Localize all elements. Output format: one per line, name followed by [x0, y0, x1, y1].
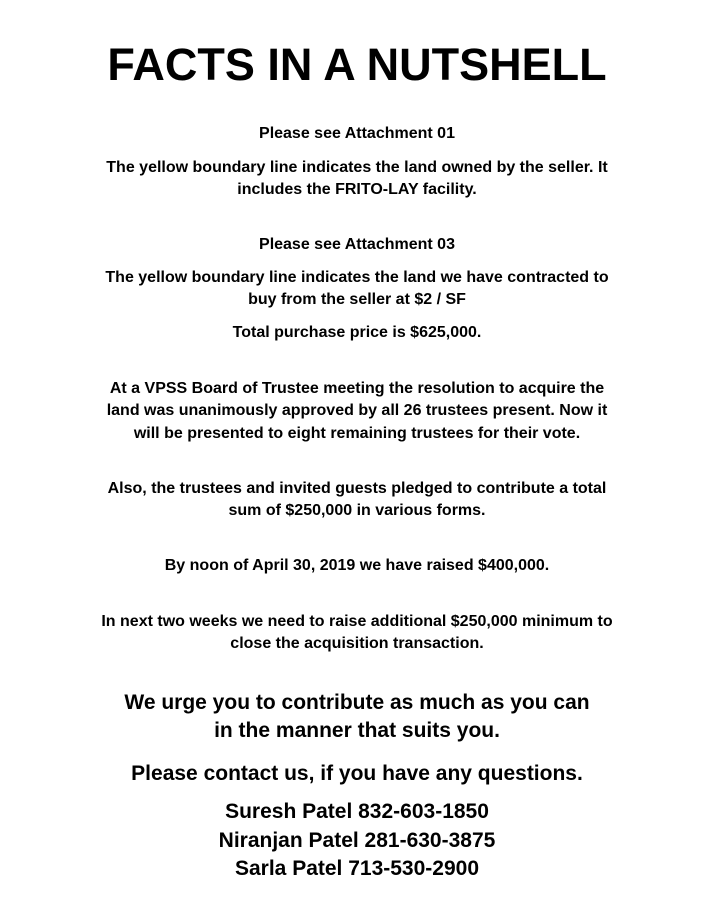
- attachment-03-description-line-1: The yellow boundary line indicates the land we have contracted to: [105, 269, 609, 286]
- appeal-line-2: in the manner that suits you.: [214, 719, 500, 742]
- pledge-line-2: sum of $250,000 in various forms.: [228, 502, 486, 519]
- attachment-01-reference: Please see Attachment 01: [259, 125, 455, 142]
- attachment-03-reference: Please see Attachment 03: [259, 236, 455, 253]
- appeal-line-1: We urge you to contribute as much as you can: [124, 691, 590, 714]
- contact-person-niranjan: Niranjan Patel 281-630-3875: [218, 829, 496, 852]
- total-purchase-price: Total purchase price is $625,000.: [232, 324, 482, 341]
- amount-raised: By noon of April 30, 2019 we have raised $400,000.: [164, 557, 550, 574]
- contact-us-line: Please contact us, if you have any questions.: [131, 762, 583, 785]
- fundraising-need-line-1: In next two weeks we need to raise additional $250,000 minimum to: [101, 613, 613, 630]
- pledge-line-1: Also, the trustees and invited guests pledged to contribute a total: [107, 480, 607, 497]
- attachment-01-description-line-1: The yellow boundary line indicates the land owned by the seller. It: [106, 159, 608, 176]
- contact-person-sarla: Sarla Patel 713-530-2900: [234, 857, 479, 880]
- page-title: FACTS IN A NUTSHELL: [107, 39, 607, 90]
- board-meeting-line-3: will be presented to eight remaining trustees for their vote.: [133, 425, 581, 442]
- attachment-03-description-line-2: buy from the seller at $2 / SF: [248, 291, 466, 308]
- board-meeting-line-2: land was unanimously approved by all 26 trustees present. Now it: [106, 402, 608, 419]
- contact-person-suresh: Suresh Patel 832-603-1850: [225, 800, 489, 823]
- fundraising-need-line-2: close the acquisition transaction.: [230, 635, 484, 652]
- board-meeting-line-1: At a VPSS Board of Trustee meeting the resolution to acquire the: [109, 380, 605, 397]
- attachment-01-description-line-2: includes the FRITO-LAY facility.: [237, 181, 477, 198]
